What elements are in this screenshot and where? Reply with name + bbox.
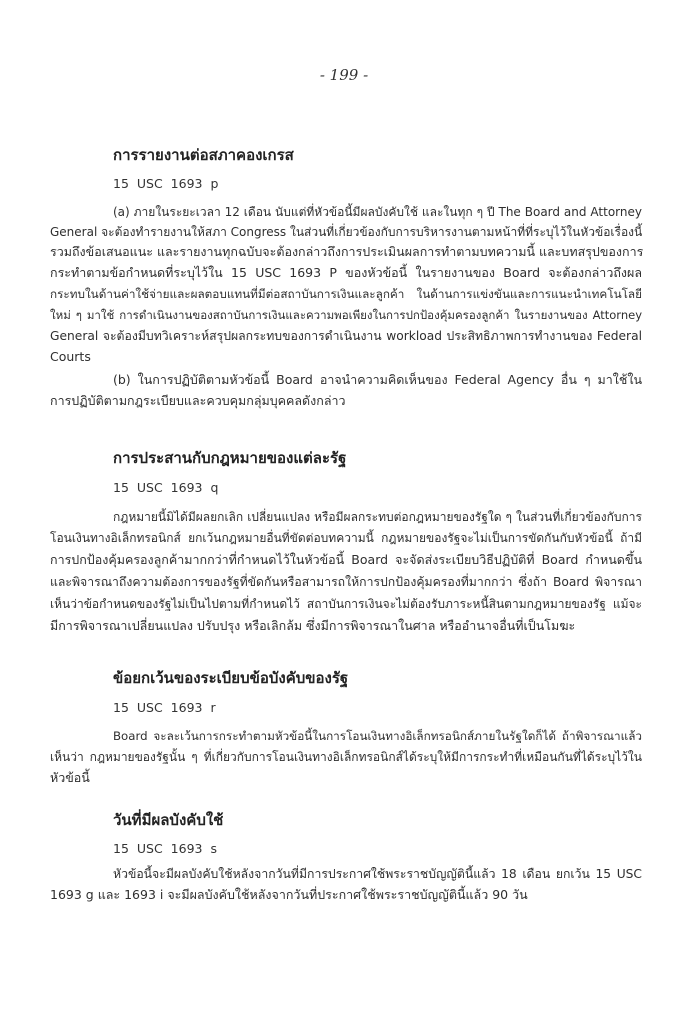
paragraph-line: General จะต้องทำรายงานให้สภา Congress ในส่วนที่เกี่ยวข้องกับการบริหารงานตามหน้าที่ที่ระบุไว้ในหัวข้อเรื่องนี้: [50, 225, 643, 239]
paragraph-line: General จะต้องมีบทวิเคราะห์สรุปผลกระทบของการดำเนินงาน workload ประสิทธิภาพการทำงานของ Federal: [50, 329, 642, 343]
paragraph-line: การปฏิบัติตามกฎระเบียบและควบคุมกลุ่มบุคคลดังกล่าว: [50, 393, 346, 408]
section-heading-congress-report: การรายงานต่อสภาคองเกรส: [113, 146, 294, 164]
section-heading-state-exemption: ข้อยกเว้นของระเบียบข้อบังคับของรัฐ: [113, 669, 349, 687]
section-heading-state-law: การประสานกับกฎหมายของแต่ละรัฐ: [113, 449, 347, 467]
paragraph-line: 1693 g และ 1693 i จะมีผลบังคับใช้หลังจากวันที่ประกาศใช้พระราชบัญญัตินี้แล้ว 90 วัน: [50, 887, 528, 902]
paragraph-line: หัวข้อนี้: [50, 770, 90, 785]
paragraph-line: เห็นว่าข้อกำหนดของรัฐไม่เป็นไปตามที่กำหนดไว้ สถาบันการเงินจะไม่ต้องรับภาระหนี้สินตามกฎหมายของรัฐ แม้จะ: [50, 597, 642, 611]
paragraph-line: หัวข้อนี้จะมีผลบังคับใช้หลังจากวันที่มีการประกาศใช้พระราชบัญญัตินี้แล้ว 18 เดือน ยกเว้น 15 USC: [113, 867, 642, 881]
section-citation: 15 USC 1693 s: [113, 841, 217, 856]
section-heading-effective-date: วันที่มีผลบังคับใช้: [113, 811, 224, 829]
paragraph-line: กฎหมายนี้มิได้มีผลยกเลิก เปลี่ยนแปลง หรือมีผลกระทบต่อกฎหมายของรัฐใด ๆ ในส่วนที่เกี่ยวข้องกับการ: [113, 510, 642, 524]
page-number: - 199 -: [319, 66, 369, 84]
paragraph-line: (b) ในการปฏิบัติตามหัวข้อนี้ Board อาจนำความคิดเห็นของ Federal Agency อื่น ๆ มาใช้ใน: [113, 372, 642, 387]
paragraph-line: เห็นว่า กฎหมายของรัฐนั้น ๆ ที่เกี่ยวกับการโอนเงินทางอิเล็กทรอนิกส์ได้ระบุให้มีการกระทำที่เหมือนกันที่ได้ระบุไว้ใน: [50, 750, 642, 764]
section-citation: 15 USC 1693 r: [113, 700, 216, 715]
paragraph-line: ใหม่ ๆ มาใช้ การดำเนินงานของสถาบันการเงินและความพอเพียงในการปกป้องคุ้มครองลูกค้า ในรายงานของ Attorney: [50, 308, 642, 322]
paragraph-line: การปกป้องคุ้มครองลูกค้ามากกว่าที่กำหนดไว้ในหัวข้อนี้ Board จะจัดส่งระเบียบวิธีปฏิบัติที่ Board กำหนดขึ้น: [50, 552, 642, 567]
paragraph-line: มีการพิจารณาเปลี่ยนแปลง ปรับปรุง หรือเลิกล้ม ซึ่งมีการพิจารณาในศาล หรืออำนาจอื่นที่เป็นโมฆะ: [50, 618, 576, 633]
section-citation: 15 USC 1693 p: [113, 176, 219, 191]
paragraph-line: และพิจารณาถึงความต้องการของรัฐที่ขัดกันหรือสามารถให้การปกป้องคุ้มครองที่มากกว่า ซึ่งถ้า Board พิจารณา: [50, 575, 642, 589]
paragraph-line: Courts: [50, 349, 91, 364]
paragraph-line: กระทำตามข้อกำหนดที่ระบุไว้ใน 15 USC 1693 P ของหัวข้อนี้ ในรายงานของ Board จะต้องกล่าวถึงผล: [50, 265, 642, 280]
paragraph-line: รวมถึงข้อเสนอแนะ และรายงานทุกฉบับจะต้องกล่าวถึงการประเมินผลการทำตามบทความนี้ และบทสรุปของการ: [50, 244, 644, 259]
section-citation: 15 USC 1693 q: [113, 480, 219, 495]
paragraph-line: โอนเงินทางอิเล็กทรอนิกส์ ยกเว้นกฎหมายอื่นที่ขัดต่อบทความนี้ กฎหมายของรัฐจะไม่เป็นการขัดกันกับหัวข้อนี้ ถ้ามี: [50, 531, 642, 545]
paragraph-line: กระทบในด้านค่าใช้จ่ายและผลตอบแทนที่มีต่อสถาบันการเงินและลูกค้า ในด้านการแข่งขันและการแนะนำเทคโนโลยี: [50, 287, 642, 301]
paragraph-line: Board จะละเว้นการกระทำตามหัวข้อนี้ในการโอนเงินทางอิเล็กทรอนิกส์ภายในรัฐใดก็ได้ ถ้าพิจารณาแล้ว: [113, 729, 642, 743]
paragraph-line: (a) ภายในระยะเวลา 12 เดือน นับแต่ที่หัวข้อนี้มีผลบังคับใช้ และในทุก ๆ ปี The Board and Attorney: [113, 205, 642, 219]
